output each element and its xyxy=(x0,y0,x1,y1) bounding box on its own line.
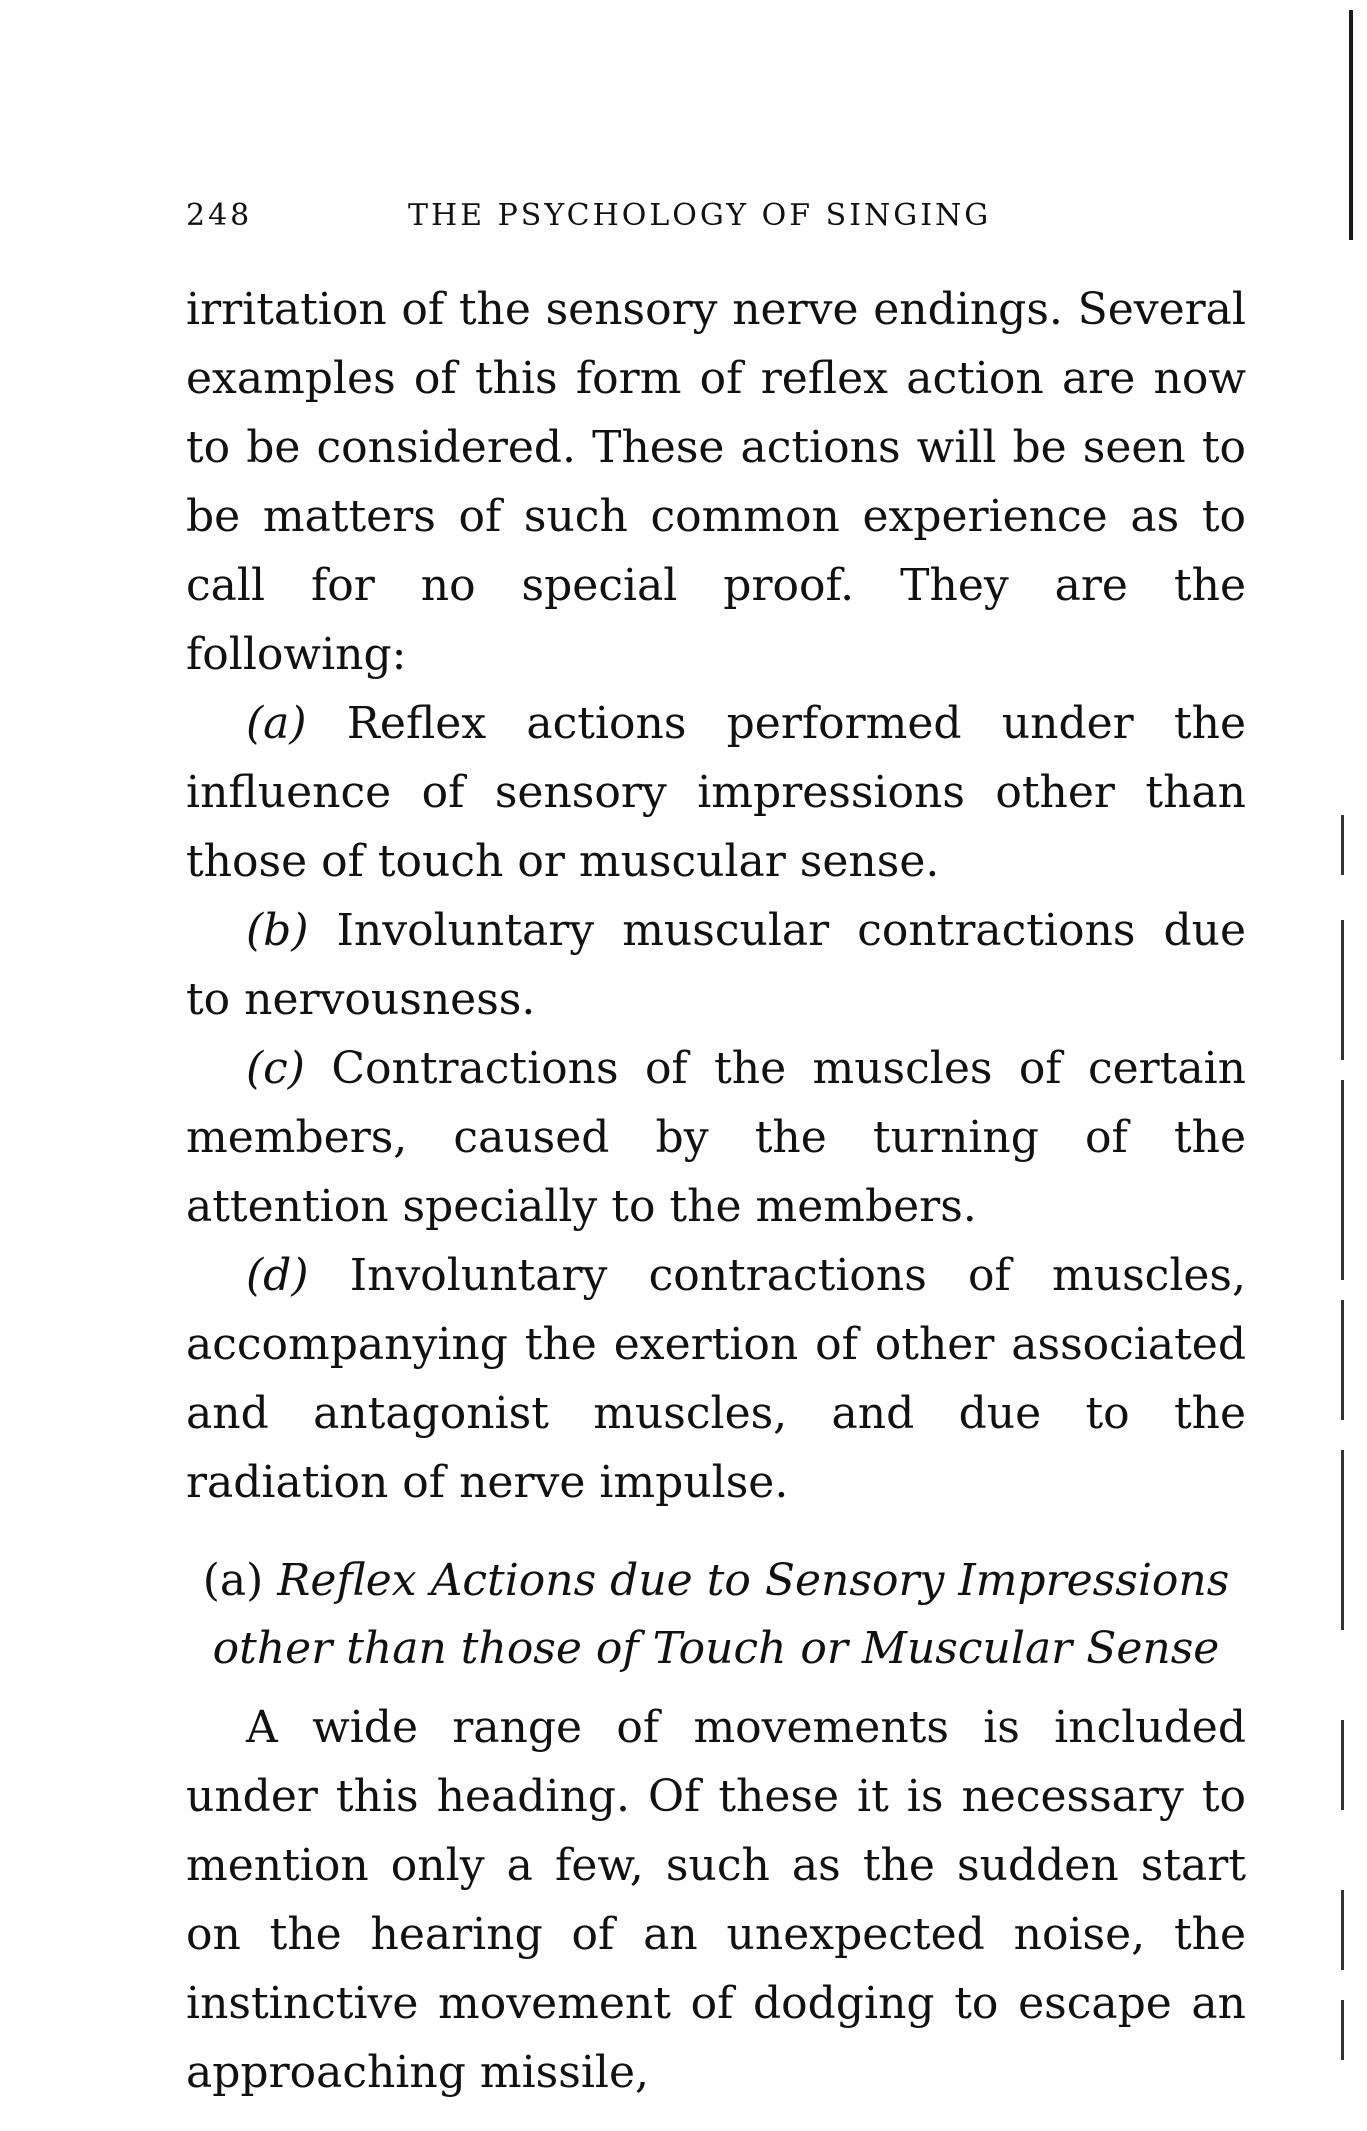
scan-artifact xyxy=(1341,2000,1344,2060)
running-title: THE PSYCHOLOGY OF SINGING xyxy=(408,198,992,233)
scan-artifact xyxy=(1341,1720,1344,1810)
intro-paragraph: irritation of the sensory nerve endings. Several examples of this form of reflex action are now to be considered. These actions will be seen to be matters of such common experience as to call for no special proof. They are the following: xyxy=(186,284,1246,680)
item-label: (a) xyxy=(246,698,307,749)
list-item-c xyxy=(186,1034,1246,1241)
scan-artifact xyxy=(1341,1890,1344,1970)
scan-artifact xyxy=(1341,1300,1344,1420)
section-heading-line-1 xyxy=(186,1547,1246,1615)
section-title-part-1: Reflex Actions due to Sensory Impressions xyxy=(263,1555,1230,1606)
page-header xyxy=(186,198,1246,238)
item-text: Reflex actions performed under the influence of sensory impressions other than those of touch or muscular sense. xyxy=(186,698,1246,887)
item-text: Contractions of the muscles of certain members, caused by the turning of the attention specially to the members. xyxy=(186,1043,1246,1232)
item-label: (d) xyxy=(246,1250,309,1301)
page-number: 248 xyxy=(186,198,253,233)
scan-edge-shadow xyxy=(1349,10,1353,240)
section-heading xyxy=(186,1547,1246,1683)
item-text: Involuntary muscular contractions due to nervousness. xyxy=(186,905,1246,1025)
item-label: (c) xyxy=(246,1043,305,1094)
list-item-b xyxy=(186,896,1246,1034)
list-item-d xyxy=(186,1241,1246,1517)
scan-artifact xyxy=(1341,920,1344,1060)
scan-margin xyxy=(1327,0,1367,2131)
item-text: Involuntary contractions of muscles, accompanying the exertion of other associated and antagonist muscles, and due to the radiation of nerve impulse. xyxy=(186,1250,1246,1508)
section-title-part-2: other than those of Touch or Muscular Sense xyxy=(212,1623,1220,1674)
section-marker: (a) xyxy=(202,1555,264,1606)
scan-artifact xyxy=(1341,1080,1344,1280)
scan-artifact xyxy=(1341,1450,1344,1630)
item-label: (b) xyxy=(246,905,309,956)
page-body xyxy=(186,275,1246,2107)
scan-artifact xyxy=(1341,815,1344,875)
closing-paragraph: A wide range of movements is included under this heading. Of these it is necessary to mention only a few, such as the sudden start on the hearing of an unexpected noise, the instinctive movement of dodging to escape an approaching missile, xyxy=(186,1702,1246,2098)
list-item-a xyxy=(186,689,1246,896)
